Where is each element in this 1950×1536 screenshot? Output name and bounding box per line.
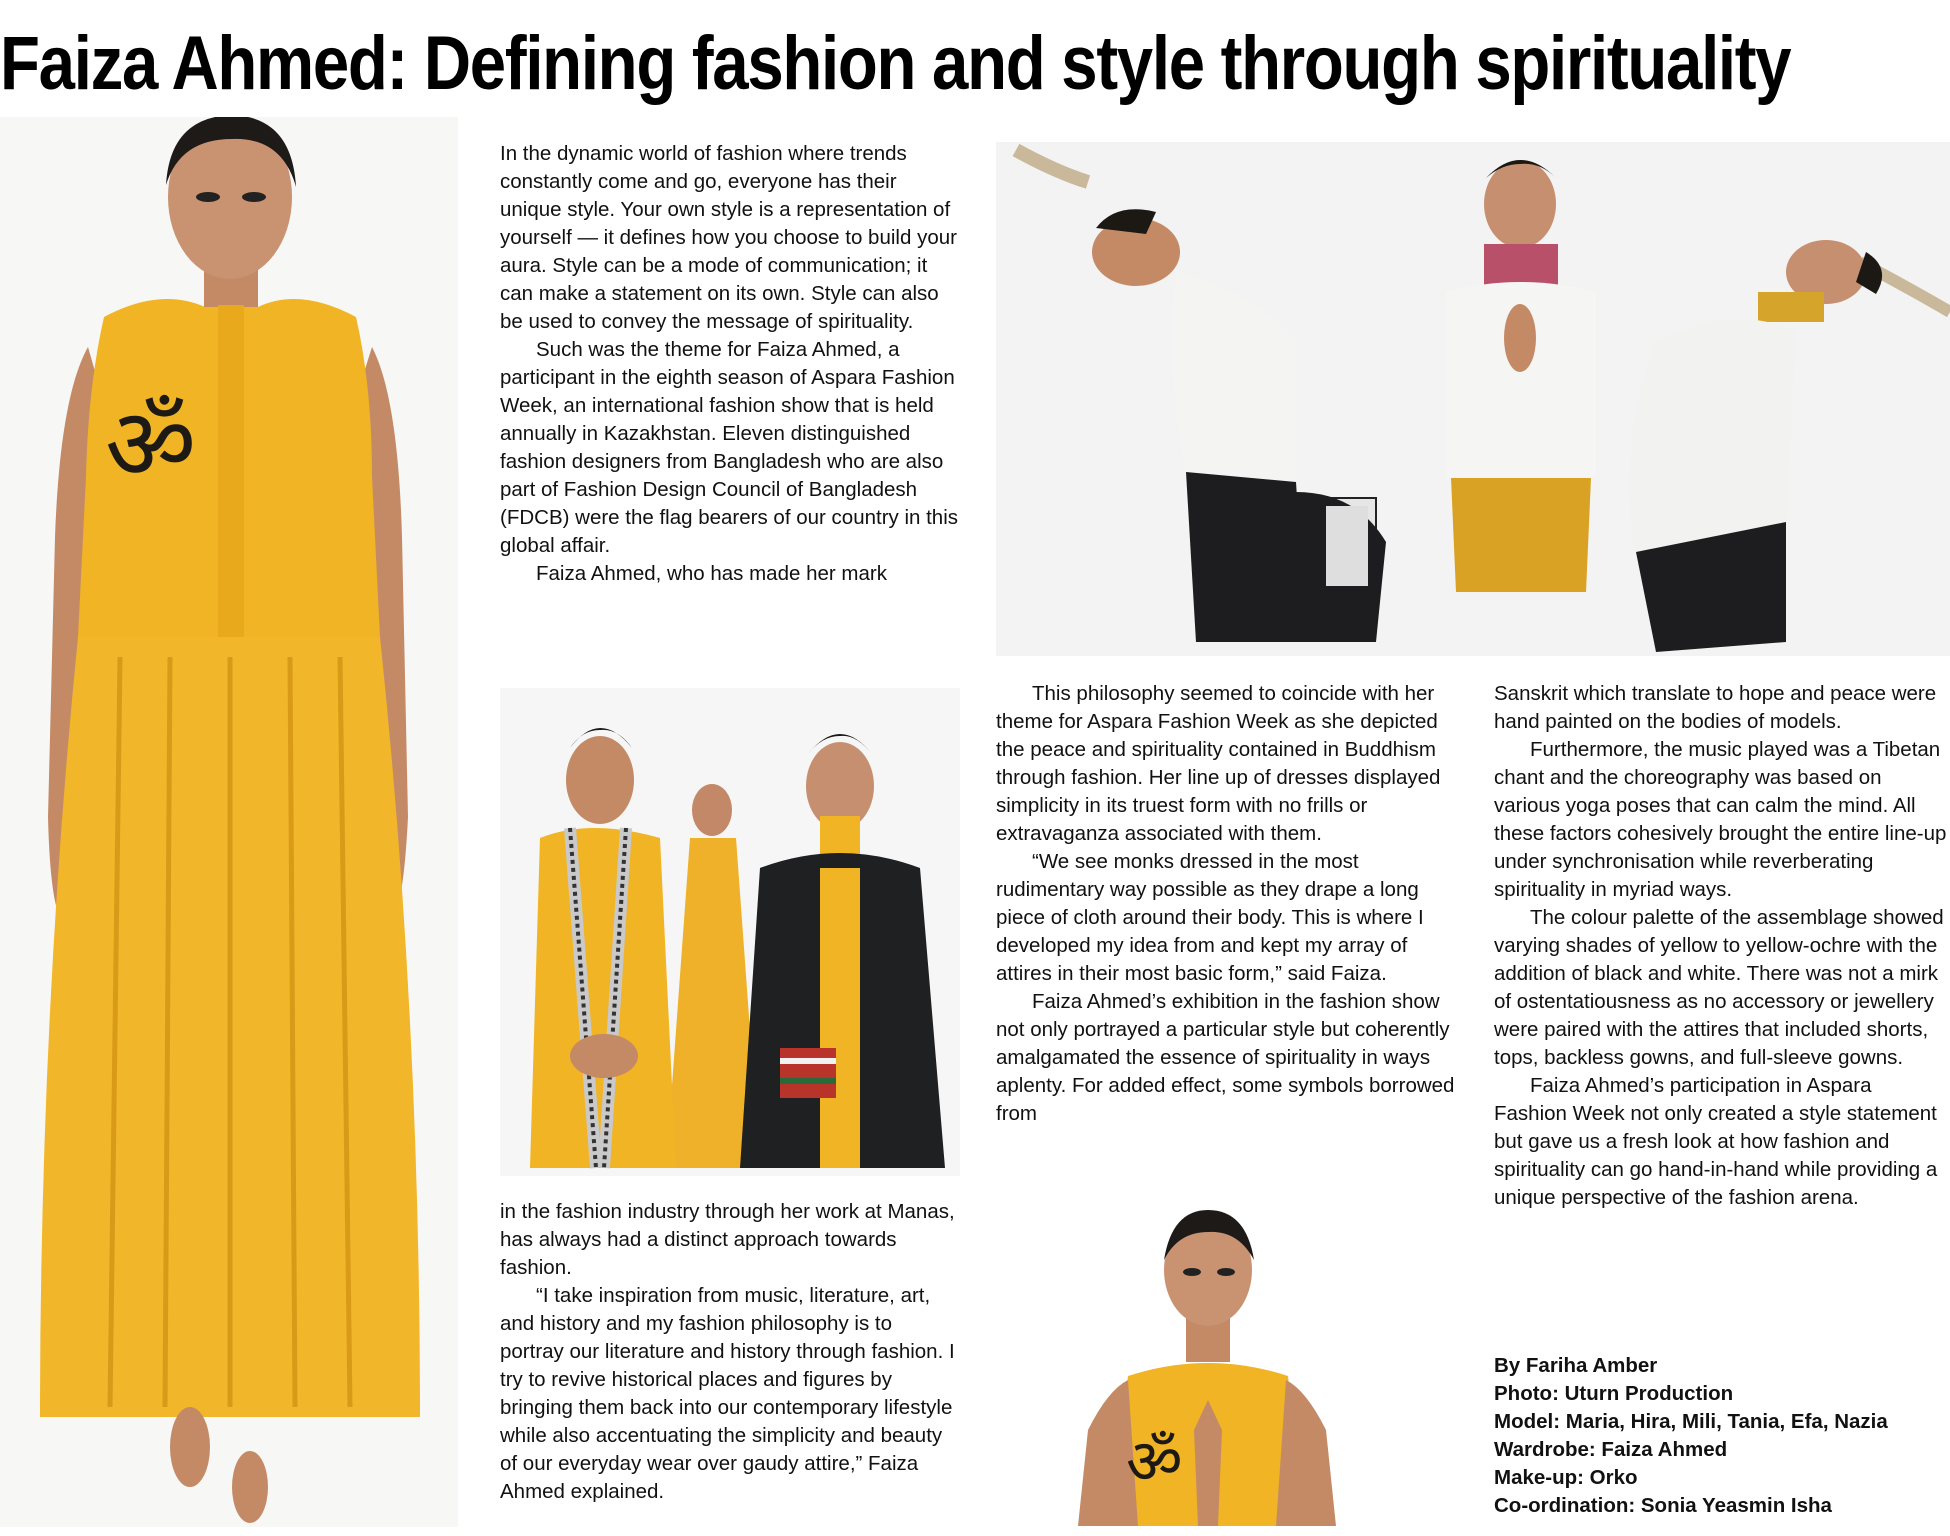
credits-block <box>1494 1352 1950 1520</box>
article-column-1-continued <box>500 1198 960 1506</box>
photo-credit: Photo: Uturn Production <box>1494 1382 1734 1405</box>
photo-three-models <box>500 688 960 1176</box>
wardrobe-credit: Wardrobe: Faiza Ahmed <box>1494 1438 1728 1461</box>
model-credit: Model: Maria, Hira, Mili, Tania, Efa, Nazia <box>1494 1410 1888 1433</box>
headline: Faiza Ahmed: Defining fashion and style through spirituality <box>0 21 1791 106</box>
article-column-2 <box>996 680 1462 1128</box>
paragraph: “We see monks dressed in the most rudimentary way possible as they drape a long piece of cloth around their body. This is where I developed my idea from and kept my array of attires in their most basic form,” said Faiza. <box>996 850 1424 985</box>
paragraph: in the fashion industry through her work at Manas, has always had a distinct approach towards fashion. <box>500 1200 955 1279</box>
paragraph: Faiza Ahmed’s exhibition in the fashion show not only portrayed a particular style but coherently amalgamated the essence of spirituality in ways aplenty. For added effect, some symbols borrowed from <box>996 990 1455 1125</box>
paragraph: Furthermore, the music played was a Tibetan chant and the choreography was based on various yoga poses that can calm the mind. All these factors cohesively brought the entire line-up under synchronisation while reverberating spirituality in myriad ways. <box>1494 738 1947 901</box>
paragraph: Sanskrit which translate to hope and peace were hand painted on the bodies of models. <box>1494 682 1937 733</box>
paragraph: Faiza Ahmed’s participation in Aspara Fashion Week not only created a style statement but gave us a fresh look at how fashion and spirituality can go hand-in-hand while providing a unique perspective of the fashion arena. <box>1494 1074 1938 1209</box>
makeup-credit: Make-up: Orko <box>1494 1466 1638 1489</box>
byline: By Fariha Amber <box>1494 1354 1658 1377</box>
paragraph: This philosophy seemed to coincide with her theme for Aspara Fashion Week as she depicted the peace and spirituality contained in Buddhism through fashion. Her line up of dresses displayed simplicity in its truest form with no frills or extravaganza associated with them. <box>996 682 1441 845</box>
article-column-1 <box>500 140 960 588</box>
coordination-credit: Co-ordination: Sonia Yeasmin Isha <box>1494 1494 1832 1517</box>
photo-namaste-model <box>1068 1200 1346 1526</box>
photo-yoga-poses <box>996 142 1950 656</box>
paragraph: Such was the theme for Faiza Ahmed, a participant in the eighth season of Aspara Fashion Week, an international fashion show that is held annually in Kazakhstan. Eleven distinguished fashion designers from Bangladesh who are also part of Fashion Design Council of Bangladesh (FDCB) were the flag bearers of our country in this global affair. <box>500 338 959 557</box>
paragraph: The colour palette of the assemblage showed varying shades of yellow to yellow-ochre with the addition of black and white. There was not a mirk of ostentatiousness as no accessory or jewellery were paired with the attires that included shorts, tops, backless gowns, and full-sleeve gowns. <box>1494 906 1944 1069</box>
photo-yellow-dress-model <box>0 117 458 1527</box>
paragraph: In the dynamic world of fashion where trends constantly come and go, everyone has their unique style. Your own style is a representation of yourself — it defines how you choose to build your aura. Style can be a mode of communication; it can make a statement on its own. Style can also be used to convey the message of spirituality. <box>500 142 957 333</box>
paragraph: Faiza Ahmed, who has made her mark <box>536 562 887 585</box>
paragraph: “I take inspiration from music, literature, art, and history and my fashion philosophy is to portray our literature and history through fashion. I try to revive historical places and figures by bringing them back into our contemporary lifestyle while also accentuating the simplicity and beauty of our everyday wear over gaudy attire,” Faiza Ahmed explained. <box>500 1284 955 1503</box>
om-symbol: ॐ <box>105 386 197 503</box>
article-column-3 <box>1494 680 1950 1212</box>
om-symbol: ॐ <box>1126 1425 1183 1498</box>
